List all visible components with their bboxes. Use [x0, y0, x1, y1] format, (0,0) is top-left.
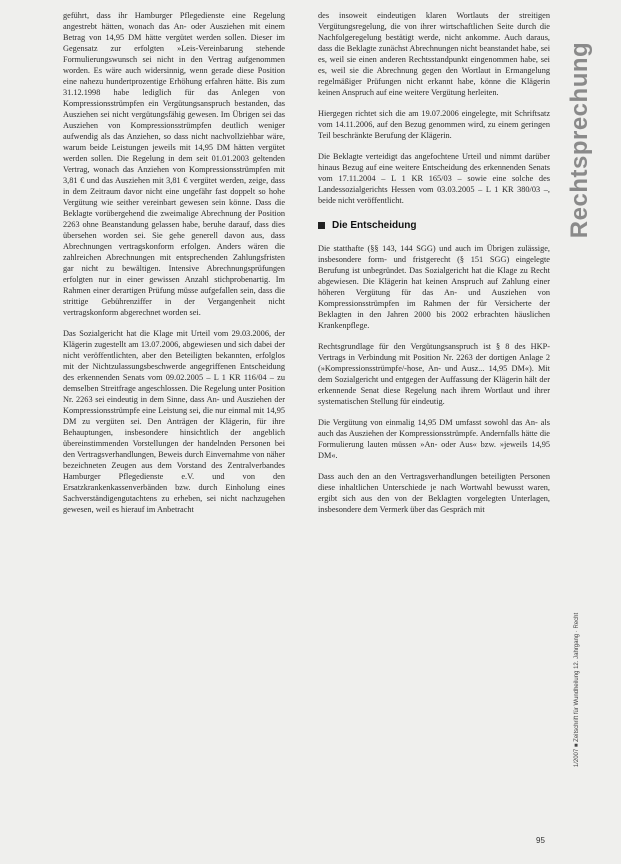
right-column	[318, 10, 550, 525]
paragraph: Rechtsgrundlage für den Vergütungsanspruch ist § 8 des HKP-Vertrags in Verbindung mit Position Nr. 2263 der dortigen Anlage 2 (»Kompressionsstrümpfe/-hose, An- und Ausz... 14,95 DM«). Mit dem Sozialgericht und entgegen der Auffassung der Klägerin hält der erkennende Senat diese Regelung nach ihrem Wortlaut und ihrer systematischen Stellung für eindeutig.	[318, 342, 550, 406]
paragraph: Die statthafte (§§ 143, 144 SGG) und auch im Übrigen zulässige, insbesondere form- und fristgerecht (§ 151 SGG) eingelegte Berufung ist unbegründet. Das Sozialgericht hat die Klage zu Recht abgewiesen. Die Klägerin hat keinen Anspruch auf Zahlung einer höheren Vergütung für das An- und Ausziehen von Kompressionsstrümpfen im Rahmen der für Versicherte der Beklagten in den Jahren 2000 bis 2002 erbrachten häuslichen Krankenpflege.	[318, 244, 550, 330]
section-label-text: Rechtsprechung	[566, 41, 593, 239]
page-number: 95	[536, 836, 545, 845]
paragraph: Das Sozialgericht hat die Klage mit Urteil vom 29.03.2006, der Klägerin zugestellt am 13.07.2006, abgewiesen und sich dabei der nicht veröffentlichten, aber den Beteiligten bekannten, erfolglos mit der Nichtzulassungsbeschwerde angegriffenen Entscheidung des erkennenden Senats vom 09.02.2005 – L 1 KR 116/04 – zu demselben Streitfrage angeschlossen. Die Regelung unter Position Nr. 2263 sei eindeutig in dem Sinne, dass An- und Ausziehen der Kompressionsstrümpfe eine Leistung sei, die nur einmal mit 14,95 DM zu vergüten sei. Den Anträgen der Klägerin, für ihre Behauptungen, insbesondere hinsichtlich der angeblich übereinstimmenden Vorstellungen der handelnden Personen bei den Vertragsverhandlungen, Beweis durch Einvernahme von näher bezeichneten Zeugen aus dem Vorstand des Zentralverbandes Hamburger Pflegedienste e.V. und von den Ersatzkrankenkassenverbänden bzw. durch Einholung eines Sachverständigengutachtens zu erheben, sei nicht nachzugehen gewesen, weil es hierauf im Anbetracht	[63, 329, 285, 514]
paragraph: geführt, dass ihr Hamburger Pflegedienste eine Regelung angestrebt hätten, wonach das An- oder Ausziehen mit einem Betrag von 14,95 DM hätte vergütet werden sollen. Dieser im Gegensatz zur erfolgten »Leis-Vereinbarung stehende Formulierungswunsch sei nicht in den Vertrag aufgenommen worden. Es wäre auch widersinnig, wenn gerade diese Position eine nahezu hundertprozentige Erhöhung erfahren hätte. Bis zum 31.12.1998 habe lediglich für das Anlegen von Kompressionsstrümpfen ein Vergütungsanspruch bestanden, das Ausziehen sei nicht vergütungsfähig gewesen. Im Übrigen sei das Ausziehen von Kompressionsstrümpfen deutlich weniger aufwendig als das Anziehen, so dass nicht nachvollziehbar wäre, warum beide Leistungen jeweils mit 14,95 DM hätten vergütet werden sollen. Die Regelung in dem seit 01.01.2003 geltenden Vertrag, wonach das Anziehen von Kompressionsstrümpfen mit 3,81 € und das Ausziehen mit 3,81 € vergütet werden, zeige, dass in dem Zeitraum davor nicht eine ungefähr fast doppelt so hohe Vergütung wie seither vereinbart gewesen sein könne. Dass die Beklagte vorübergehend die zweimalige Abrechnung der Position 2263 ohne Beanstandung gelassen habe, beruhe darauf, dass dies übersehen worden sei. Sie gehe generell davon aus, dass Abrechnungen vertragskonform erfolgen. Anders wären die zahlreichen Abrechnungen mit entsprechenden Zahlungsfristen gar nicht zu bewältigen. Intensive Abrechnungsprüfungen erfolgten nur in einer gewissen Anzahl stichprobenartig. Im Rahmen einer derartigen Prüfung müsse aufgefallen sein, dass die strittige Gebührenziffer in der Vergangenheit nicht vertragskonform abgerechnet worden sei.	[63, 11, 285, 317]
journal-citation-text: 1/2007 ■ Zeitschrift für Wundheilung 12. Jahrgang · Recht	[574, 612, 580, 768]
section-heading-text: Die Entscheidung	[332, 220, 417, 231]
paragraph: Die Beklagte verteidigt das angefochtene Urteil und nimmt darüber hinaus Bezug auf eine weitere Entscheidung des erkennenden Senats vom 17.11.2004 – L 1 KR 165/03 – sowie eine solche des Landessozialgerichts Hessen vom 03.03.2005 – L 1 KR 380/03 –, beide nicht veröffentlicht.	[318, 152, 550, 205]
paragraph: Dass auch den an den Vertragsverhandlungen beteiligten Personen diese inhaltlichen Unterschiede je nach Wortwahl bewusst waren, ergibt sich aus den von der Beklagten vorgelegten Unterlagen, insbesondere dem Vermerk über das Gespräch mit	[318, 472, 550, 514]
section-heading	[318, 220, 550, 231]
paragraph: Hiergegen richtet sich die am 19.07.2006 eingelegte, mit Schriftsatz vom 14.11.2006, auf den Bezug genommen wird, zu einem geringen Teil beschränkte Berufung der Klägerin.	[318, 109, 550, 140]
square-bullet-icon	[318, 222, 325, 229]
journal-citation	[567, 520, 587, 860]
left-column	[63, 10, 285, 525]
section-label	[560, 10, 600, 270]
paragraph: des insoweit eindeutigen klaren Wortlauts der streitigen Vergütungsregelung, die von ihrer wirtschaftlichen Seite durch die Nachfolgeregelung bestätigt werde, nicht ankomme. Auch daraus, dass die Beklagte zunächst Abrechnungen nicht beanstandet habe, sei es, weil sie einen anderen Rechtsstandpunkt eingenommen habe, sei es, weil sie die Abrechnung gegen den Wortlaut in Ermangelung regelmäßiger Prüfungen nicht erkannt habe, könne die Klägerin keinen Anspruch auf eine weitere Vergütung herleiten.	[318, 11, 550, 97]
paragraph: Die Vergütung von einmalig 14,95 DM umfasst sowohl das An- als auch das Ausziehen der Kompressionsstrümpfe. Andernfalls hätte die Formulierung lauten müssen »An- oder Aus« bzw. »jeweils 14,95 DM«.	[318, 418, 550, 460]
